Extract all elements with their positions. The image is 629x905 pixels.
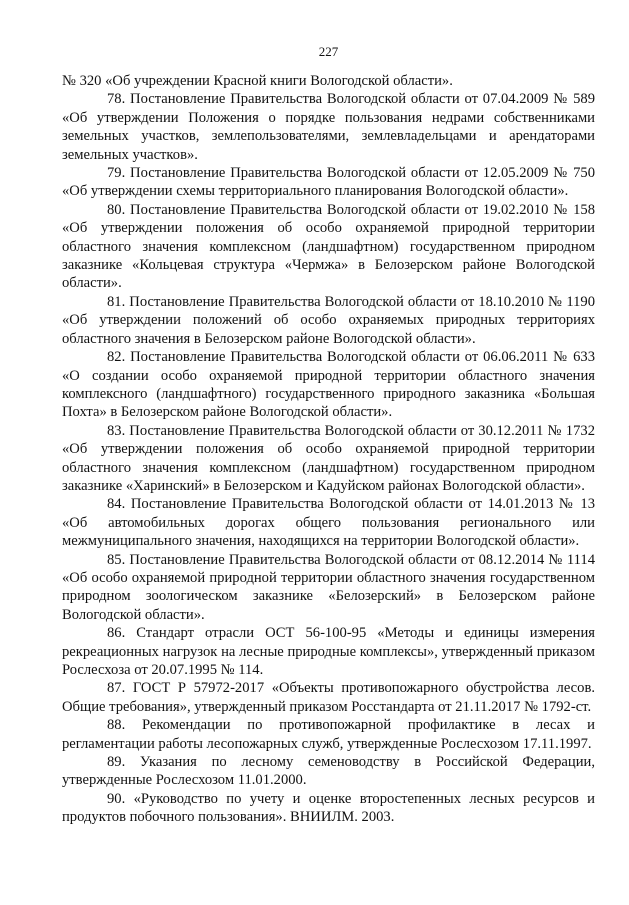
list-item-88: 88. Рекомендации по противопожарной профилактике в лесах и регламентации работы лесопожарных служб, утвержденные Рослесхозом 17.11.1997.: [62, 717, 595, 752]
list-item-82: 82. Постановление Правительства Вологодской области от 06.06.2011 № 633 «О создании особо охраняемой природной территории областного значения комплексного (ландшафтного) государственного природного заказника «Большая Похта» в Белозерском районе Вологодской области».: [62, 349, 595, 421]
list-item-81: 81. Постановление Правительства Вологодской области от 18.10.2010 № 1190 «Об утверждении положений об особо охраняемых природных территориях областного значения в Белозерском районе Вологодской области».: [62, 293, 595, 347]
page-number: 227: [318, 44, 339, 59]
list-item-90: 90. «Руководство по учету и оценке второстепенных лесных ресурсов и продуктов побочного пользования». ВНИИЛМ. 2003.: [62, 790, 595, 826]
list-item-89: 89. Указания по лесному семеноводству в Российской Федерации, утвержденные Рослесхозом 11.01.2000.: [62, 754, 595, 789]
list-item-86: 86. Стандарт отрасли ОСТ 56-100-95 «Методы и единицы измерения рекреационных нагрузок на лесные природные комплексы», утвержденный приказом Рослесхоза от 20.07.1995 № 114.: [62, 625, 595, 678]
list-item-80: 80. Постановление Правительства Вологодской области от 19.02.2010 № 158 «Об утверждении положения об особо охраняемой природной территории областного значения комплексном (ландшафтном) государственном природном заказнике «Кольцевая структура «Чермжа» в Белозерском районе Вологодской области».: [62, 201, 595, 292]
list-item-83: 83. Постановление Правительства Вологодской области от 30.12.2011 № 1732 «Об утверждении положения об особо охраняемой природной территории областного значения комплексном (ландшафтном) государственном природном заказнике «Харинский» в Белозерском и Кадуйском районах Вологодской области».: [62, 422, 595, 494]
document-page: [62, 0, 595, 905]
list-item-78: 78. Постановление Правительства Вологодской области от 07.04.2009 № 589 «Об утверждении Положения о порядке пользования недрами собственниками земельных участков, землепользователями, землевладельцами и арендаторами земельных участков».: [62, 91, 595, 163]
document-body: [62, 72, 595, 827]
paragraph-continuation: № 320 «Об учреждении Красной книги Вологодской области».: [62, 73, 453, 89]
list-item-79: 79. Постановление Правительства Вологодской области от 12.05.2009 № 750 «Об утверждении схемы территориального планирования Вологодской области».: [62, 165, 595, 200]
list-item-85: 85. Постановление Правительства Вологодской области от 08.12.2014 № 1114 «Об особо охраняемой природной территории областного значения государственном природном зоологическом заказнике «Белозерский» в Белозерском районе Вологодской области».: [62, 551, 595, 623]
list-item-84: 84. Постановление Правительства Вологодской области от 14.01.2013 № 13 «Об автомобильных дорогах общего пользования регионального или межмуниципального значения, находящихся на территории Вологодской области».: [62, 496, 595, 550]
list-item-87: 87. ГОСТ Р 57972-2017 «Объекты противопожарного обустройства лесов. Общие требования», утвержденный приказом Росстандарта от 21.11.2017 № 1792-ст.: [62, 680, 595, 715]
